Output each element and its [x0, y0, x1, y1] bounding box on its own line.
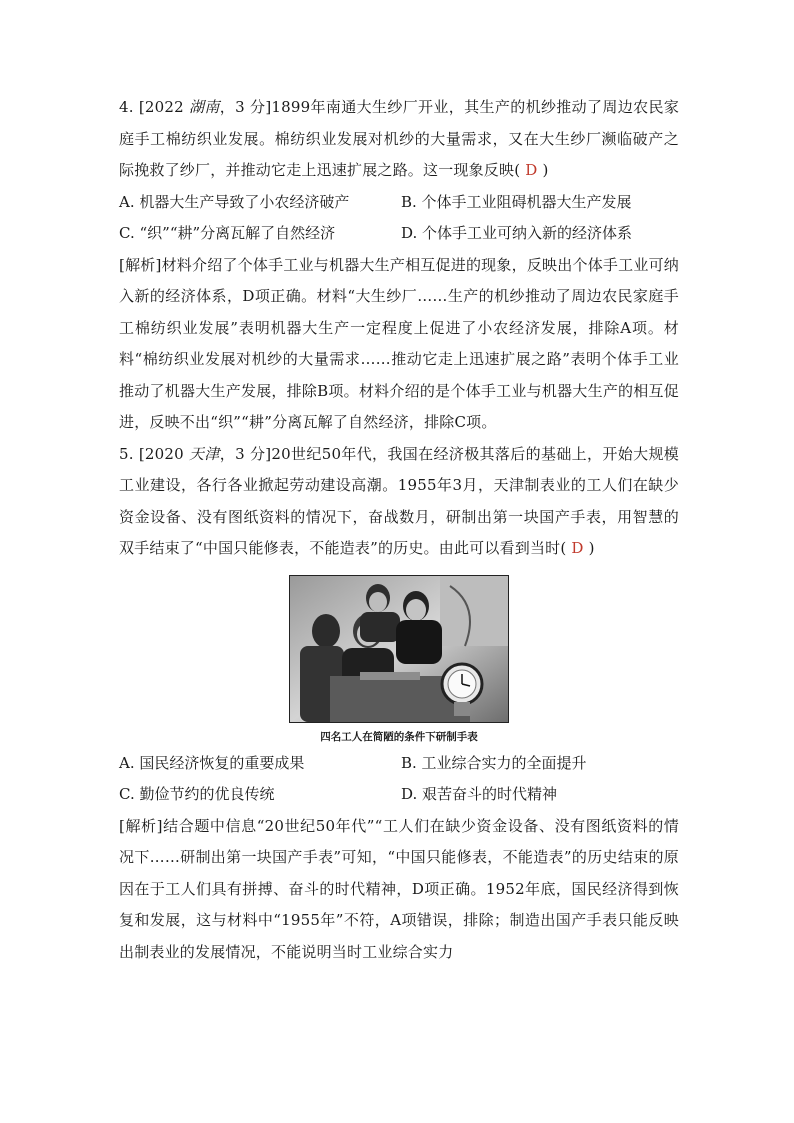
- watchmaking-photo: [289, 575, 509, 723]
- question-4-option-c: C. “织”“耕”分离瓦解了自然经济: [119, 224, 336, 242]
- question-4-option-a: A. 机器大生产导致了小农经济破产: [119, 192, 350, 211]
- question-4-text: 1899年南通大生纱厂开业，其生产的机纱推动了周边农民家庭手工棉纺织业发展。棉纺织业发展对机纱的大量需求，又在大生纱厂濒临破产之际挽救了纱厂，并推动它走上迅速扩展之路。这一现象反映(: [119, 98, 680, 179]
- document-page: [119, 92, 679, 968]
- question-5-figure: [119, 575, 679, 746]
- question-5-text: 20世纪50年代，我国在经济极其落后的基础上，开始大规模工业建设，各行各业掀起劳动建设高潮。1955年3月，天津制表业的工人们在缺少资金设备、没有图纸资料的情况下，奋战数月，研制出第一块国产手表，用智慧的双手结束了“中国只能修表，不能造表”的历史。由此可以看到当时(: [119, 444, 680, 557]
- question-4-option-b: B. 个体手工业阻碍机器大生产发展: [401, 192, 632, 211]
- question-5-option-b: B. 工业综合实力的全面提升: [401, 753, 587, 772]
- question-5-option-a: A. 国民经济恢复的重要成果: [119, 753, 305, 772]
- question-5-options: [119, 748, 679, 811]
- question-5-close-paren: ): [588, 539, 595, 557]
- workers-photo-illustration: [290, 576, 508, 722]
- question-5-source-year: [2020: [138, 444, 189, 463]
- question-4-options: [119, 187, 679, 250]
- question-4-close-paren: ): [542, 161, 549, 179]
- question-4-analysis: [解析]材料介绍了个体手工业与机器大生产相互促进的现象，反映出个体手工业可纳入新的经济体系，D项正确。材料“大生纱厂……生产的机纱推动了周边农民家庭手工棉纺织业发展”表明机器大生产一定程度上促进了小农经济发展，排除A项。材料“棉纺织业发展对机纱的大量需求……推动它走上迅速扩展之路”表明个体手工业推动了机器大生产发展，排除B项。材料介绍的是个体手工业与机器大生产的相互促进，反映不出“织”“耕”分离瓦解了自然经济，排除C项。: [119, 255, 679, 431]
- question-5-option-c: C. 勤俭节约的优良传统: [119, 785, 275, 803]
- question-4-source-place: 湖南: [189, 98, 220, 116]
- question-4-stem: [119, 92, 679, 187]
- question-5-number: 5.: [119, 444, 134, 463]
- question-5-stem: [119, 439, 679, 565]
- question-5-analysis: [解析]结合题中信息“20世纪50年代”“工人们在缺少资金设备、没有图纸资料的情况下……研制出第一块国产手表”可知，“中国只能修表，不能造表”的历史结束的原因在于工人们具有拼搏、奋斗的时代精神，D项正确。1952年底，国民经济得到恢复和发展，这与材料中“1955年”不符，A项错误，排除；制造出国产手表只能反映出制表业的发展情况，不能说明当时工业综合实力: [119, 816, 679, 961]
- question-4-source-year: [2022: [138, 98, 190, 116]
- question-4-source-score: ，3 分]: [219, 98, 272, 116]
- question-5-option-d: D. 艰苦奋斗的时代精神: [401, 785, 558, 803]
- question-4-number: 4.: [119, 98, 134, 116]
- question-5-answer: D: [566, 539, 589, 557]
- question-5-source-place: 天津: [189, 444, 220, 463]
- question-4-answer: D: [520, 161, 543, 179]
- question-4-option-d: D. 个体手工业可纳入新的经济体系: [401, 224, 633, 242]
- question-5-source-score: ，3 分]: [219, 444, 272, 463]
- figure-caption: 四名工人在简陋的条件下研制手表: [320, 730, 478, 743]
